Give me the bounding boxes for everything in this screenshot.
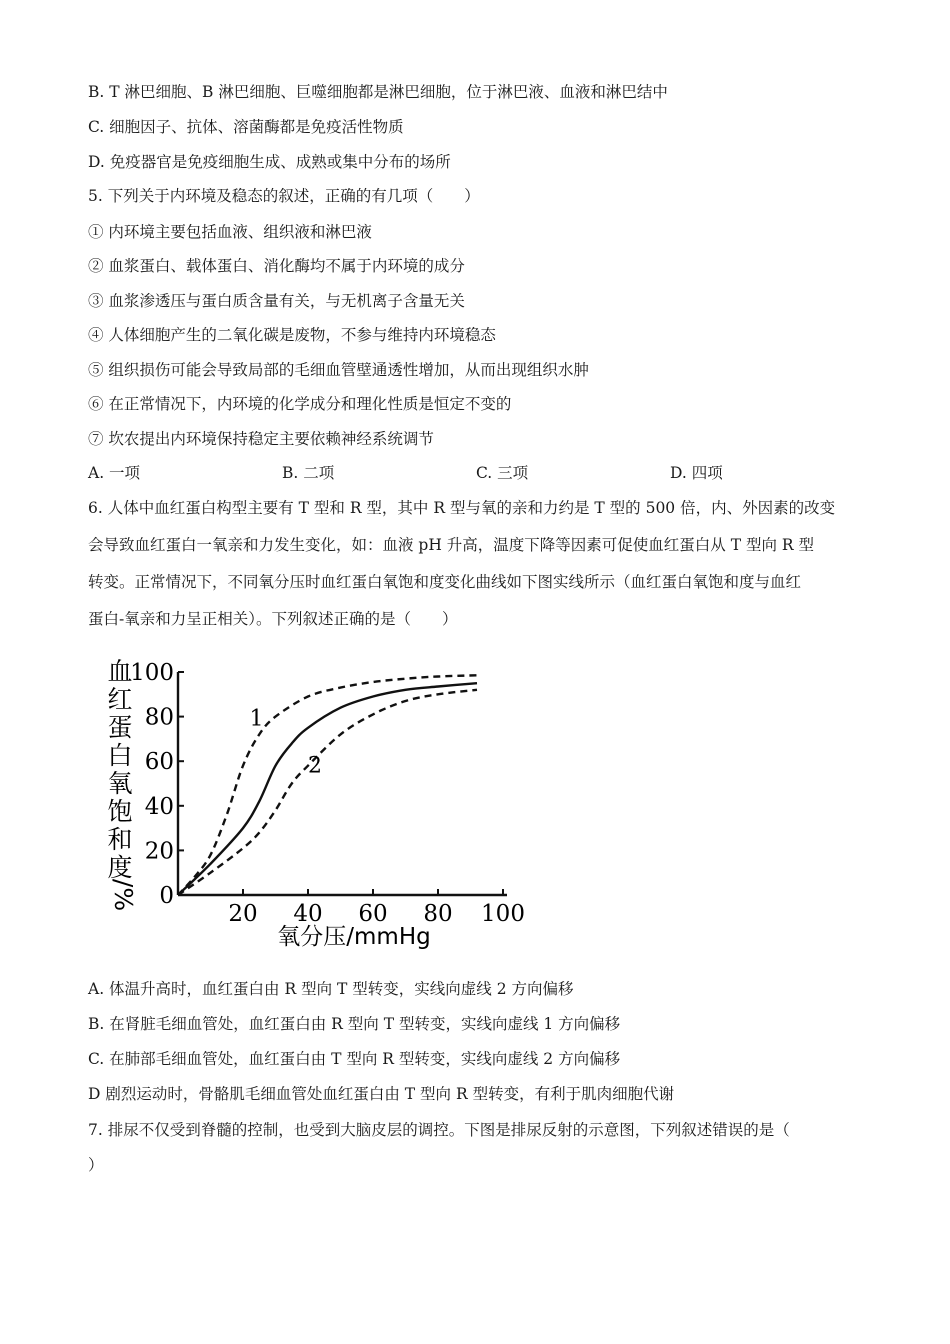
y-tick-label: 100 xyxy=(130,660,174,686)
y-label-char: /% xyxy=(109,878,138,912)
x-tick-label: 60 xyxy=(358,901,388,927)
y-tick-label: 80 xyxy=(144,704,174,731)
q7-stem-line2: ） xyxy=(88,1156,104,1174)
y-tick-label: 20 xyxy=(144,838,174,865)
q5-item: ⑦ 坎农提出内环境保持稳定主要依赖神经系统调节 xyxy=(88,430,434,448)
x-tick-label: 40 xyxy=(293,901,323,927)
y-label-char: 饱 xyxy=(107,797,133,826)
q5-stem: 5. 下列关于内环境及稳态的叙述，正确的有几项（ ） xyxy=(88,187,480,205)
series-line-2 xyxy=(178,690,477,895)
q5-option-a: A. 一项 xyxy=(88,464,141,482)
curve-label-2: 2 xyxy=(308,753,322,779)
q6-option-c: C. 在肺部毛细血管处，血红蛋白由 T 型向 R 型转变，实线向虚线 2 方向偏移 xyxy=(88,1050,621,1068)
y-label-char: 红 xyxy=(107,685,133,714)
y-label-char: 血 xyxy=(107,657,133,686)
q5-item: ⑤ 组织损伤可能会导致局部的毛细血管壁通透性增加，从而出现组织水肿 xyxy=(88,361,589,379)
q5-option-d: D. 四项 xyxy=(670,464,723,482)
q5-item: ⑥ 在正常情况下，内环境的化学成分和理化性质是恒定不变的 xyxy=(88,395,512,413)
x-tick-label: 20 xyxy=(228,901,258,927)
q5-item: ③ 血浆渗透压与蛋白质含量有关，与无机离子含量无关 xyxy=(88,292,465,310)
q7-stem-line1: 7. 排尿不仅受到脊髓的控制，也受到大脑皮层的调控。下图是排尿反射的示意图，下列叙述错误的是（ xyxy=(88,1121,790,1139)
q4-option-b: B. T 淋巴细胞、B 淋巴细胞、巨噬细胞都是淋巴细胞，位于淋巴液、血液和淋巴结中 xyxy=(88,83,668,101)
x-tick-label: 100 xyxy=(481,901,525,927)
y-tick-label: 0 xyxy=(159,883,174,909)
q5-item: ④ 人体细胞产生的二氧化碳是废物，不参与维持内环境稳态 xyxy=(88,326,496,344)
q5-option-b: B. 二项 xyxy=(282,464,335,482)
curve-label-1: 1 xyxy=(249,706,264,732)
y-label-char: 氧 xyxy=(107,769,133,798)
series xyxy=(178,675,477,895)
oxygen-saturation-chart xyxy=(96,650,536,955)
y-tick-label: 60 xyxy=(144,749,174,776)
y-label-char: 蛋 xyxy=(107,713,133,742)
y-label-char: 和 xyxy=(107,825,133,854)
y-label-char: 白 xyxy=(107,741,133,770)
axes xyxy=(178,672,507,895)
q4-option-c: C. 细胞因子、抗体、溶菌酶都是免疫活性物质 xyxy=(88,118,404,136)
x-tick-label: 80 xyxy=(423,901,453,927)
q6-stem-line: 转变。正常情况下，不同氧分压时血红蛋白氧饱和度变化曲线如下图实线所示（血红蛋白氧饱和度与血红 xyxy=(88,573,802,591)
q6-option-a: A. 体温升高时，血红蛋白由 R 型向 T 型转变，实线向虚线 2 方向偏移 xyxy=(88,980,574,998)
q6-option-b: B. 在肾脏毛细血管处，血红蛋白由 R 型向 T 型转变，实线向虚线 1 方向偏移 xyxy=(88,1015,621,1033)
q4-option-d: D. 免疫器官是免疫细胞生成、成熟或集中分布的场所 xyxy=(88,153,451,171)
y-label-char: 度 xyxy=(107,853,133,882)
x-axis-label: 氧分压/mmHg xyxy=(277,924,431,950)
y-tick-label: 40 xyxy=(144,793,174,820)
q5-item: ① 内环境主要包括血液、组织液和淋巴液 xyxy=(88,223,372,241)
q5-item: ② 血浆蛋白、载体蛋白、消化酶均不属于内环境的成分 xyxy=(88,257,465,275)
q6-stem-line: 会导致血红蛋白一氧亲和力发生变化，如：血液 pH 升高，温度下降等因素可促使血红蛋白从 T 型向 R 型 xyxy=(88,536,815,554)
series-line-实线 xyxy=(178,683,477,895)
q5-option-c: C. 三项 xyxy=(476,464,529,482)
y-axis-label xyxy=(107,657,138,911)
q6-option-d: D 剧烈运动时，骨骼肌毛细血管处血红蛋白由 T 型向 R 型转变，有利于肌肉细胞代谢 xyxy=(88,1085,675,1103)
q6-stem-line: 蛋白-氧亲和力呈正相关）。下列叙述正确的是（ ） xyxy=(88,610,458,628)
q6-stem-line: 6. 人体中血红蛋白构型主要有 T 型和 R 型，其中 R 型与氧的亲和力约是 T 型的 500 倍，内、外因素的改变 xyxy=(88,499,836,517)
series-line-1 xyxy=(178,675,477,895)
